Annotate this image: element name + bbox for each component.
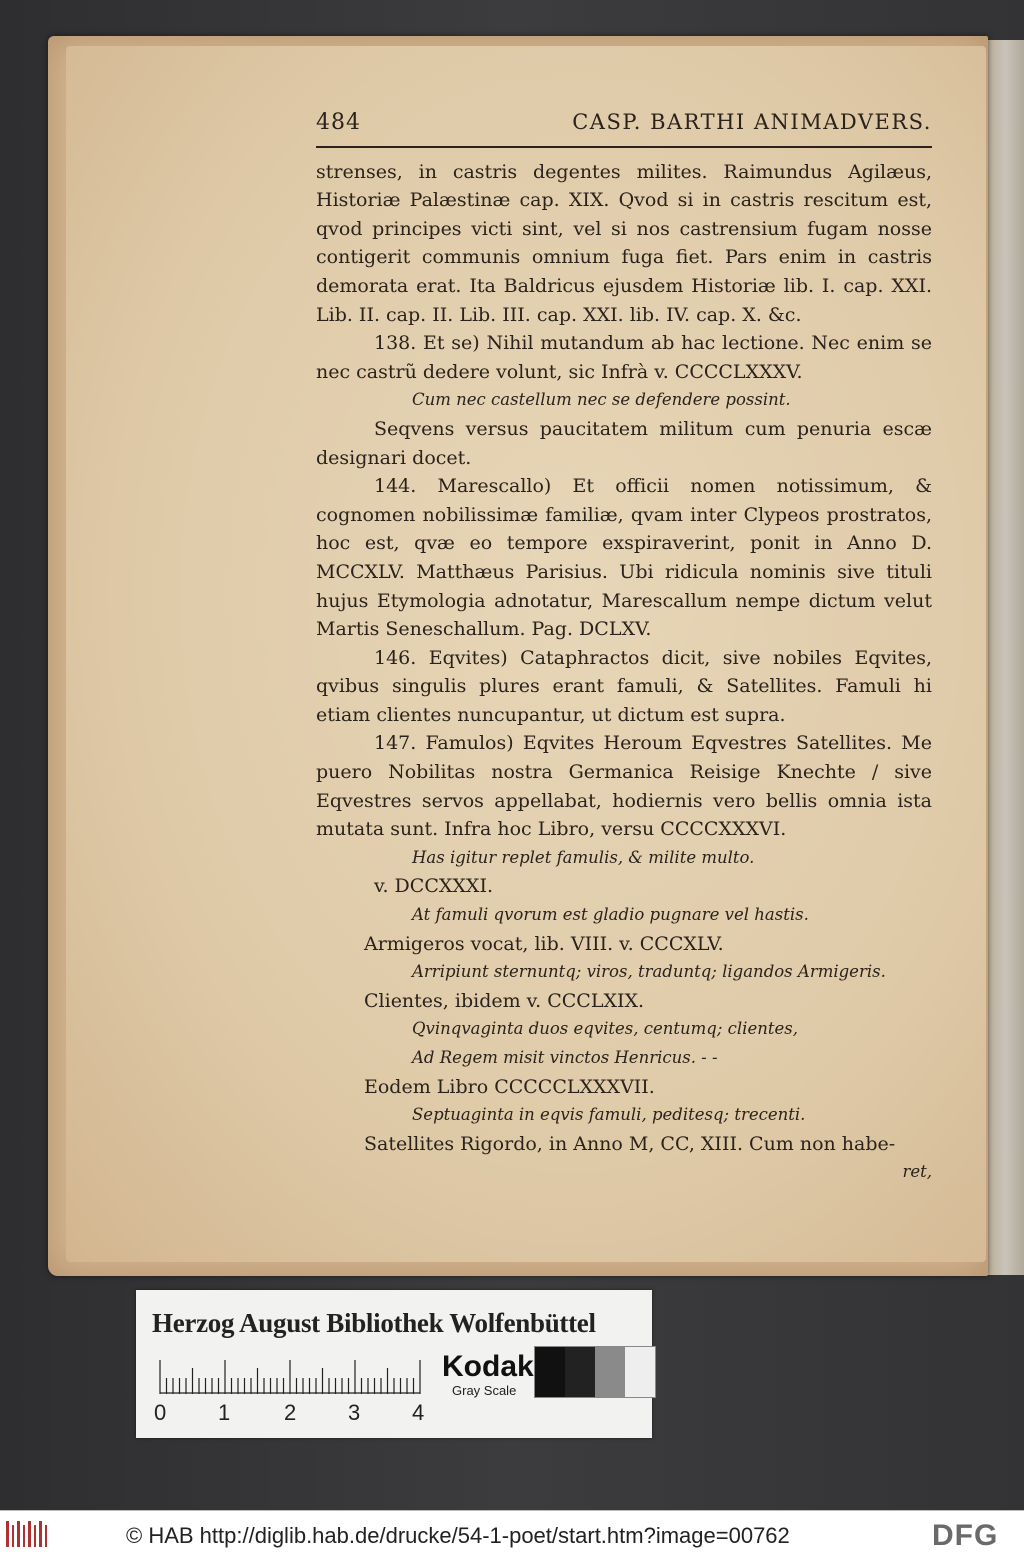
verse-2: Has igitur replet famulis, & milite multo.	[412, 847, 755, 867]
page-number: 484	[316, 110, 361, 135]
kodak-logo: Kodak	[442, 1350, 534, 1383]
footer-bar	[0, 1510, 1024, 1558]
subline-4: Eodem Libro CCCCCLXXXVII.	[364, 1075, 655, 1098]
library-name: Herzog August Bibliothek Wolfenbüttel	[152, 1308, 596, 1338]
barcode-icon	[6, 1521, 50, 1547]
paragraph-6: 147. Famulos) Eqvites Heroum Eqvestres Satellites. Me puero Nobilitas nostra Germanica Reisige Knechte / sive Eqvestres servos appellabat, hodiernis vero bellis omnia ista mutata sunt. Infra hoc Libro, versu CCCCXXXVI.	[316, 732, 932, 841]
verse-3: At famuli qvorum est gladio pugnare vel hastis.	[412, 905, 809, 925]
paragraph-5: 146. Eqvites) Cataphractos dicit, sive nobiles Eqvites, qvibus singulis plures erant famuli, & Satellites. Famuli hi etiam clientes nuncupantur, ut dictum est supra.	[316, 646, 932, 726]
swatch-black	[535, 1347, 565, 1397]
ruler-numbers	[150, 1400, 440, 1426]
paragraph-4: 144. Marescallo) Et officii nomen notissimum, & cognomen nobilissimæ familiæ, qvam inter Clypeos prostratos, hoc est, qvæ eo tempore exspiraverint, ponit in Anno D. MCCXLV. Matthæus Parisius. Ubi ridicula nominis sive tituli hujus Etymologia adnotatur, Marescallum nempe dictum velut Martis Seneschallum. Pag. DCLXV.	[316, 475, 932, 641]
running-head: CASP. BARTHI ANIMADVERS.	[572, 110, 932, 134]
verse-5a: Qvinqvaginta duos eqvites, centumq; clientes,	[412, 1019, 798, 1039]
paragraph-2: 138. Et se) Nihil mutandum ab hac lectione. Nec enim se nec castrũ dedere volunt, sic Infrà v. CCCCLXXXV.	[316, 332, 932, 383]
ruler-number: 0	[154, 1400, 167, 1425]
verse-4: Arripiunt sternuntq; viros, traduntq; ligandos Armigeris.	[412, 962, 886, 982]
verse-5b: Ad Regem misit vinctos Henricus. - -	[412, 1048, 718, 1067]
subline-1: v. DCCXXXI.	[374, 875, 493, 898]
swatch-light	[625, 1347, 655, 1397]
ruler-number: 2	[284, 1400, 297, 1425]
page-header	[316, 108, 932, 148]
color-calibration-card	[136, 1290, 652, 1438]
subline-2: Armigeros vocat, lib. VIII. v. CCCXLV.	[364, 932, 724, 955]
copyright-link[interactable]: © HAB http://diglib.hab.de/drucke/54-1-poet/start.htm?image=00762	[126, 1523, 790, 1548]
subline-5: Satellites Rigordo, in Anno M, CC, XIII. Cum non habe-	[364, 1132, 896, 1155]
page-text	[316, 108, 932, 1187]
paragraph-1: strenses, in castris degentes milites. Raimundus Agilæus, Historiæ Palæstinæ cap. XIX. Qvod si in castris rescitum est, qvod principes victi sint, vel si nos castrensium fugam nosse contigerit communis omnium fuga fiet. Pars enim in castris demorata erat. Ita Baldricus ejusdem Historiæ lib. I. cap. XXI. Lib. II. cap. II. Lib. III. cap. XXI. lib. IV. cap. X. &c.	[316, 160, 932, 326]
dfg-logo: DFG	[932, 1519, 999, 1552]
swatch-dark	[565, 1347, 595, 1397]
ruler-number: 4	[412, 1400, 425, 1425]
subline-3: Clientes, ibidem v. CCCLXIX.	[364, 989, 645, 1012]
swatch-gray	[595, 1347, 625, 1397]
kodak-gray-scale-label: Gray Scale	[452, 1383, 517, 1398]
verse-1: Cum nec castellum nec se defendere possint.	[412, 390, 791, 410]
ruler-number: 3	[348, 1400, 361, 1425]
ruler-number: 1	[218, 1400, 231, 1425]
paragraph-3: Seqvens versus paucitatem militum cum penuria escæ designari docet.	[316, 417, 932, 469]
verse-6: Septuaginta in eqvis famuli, peditesq; trecenti.	[412, 1105, 806, 1125]
catchword: ret,	[902, 1162, 932, 1182]
gray-swatches	[534, 1346, 656, 1398]
ruler-scale	[158, 1360, 424, 1394]
